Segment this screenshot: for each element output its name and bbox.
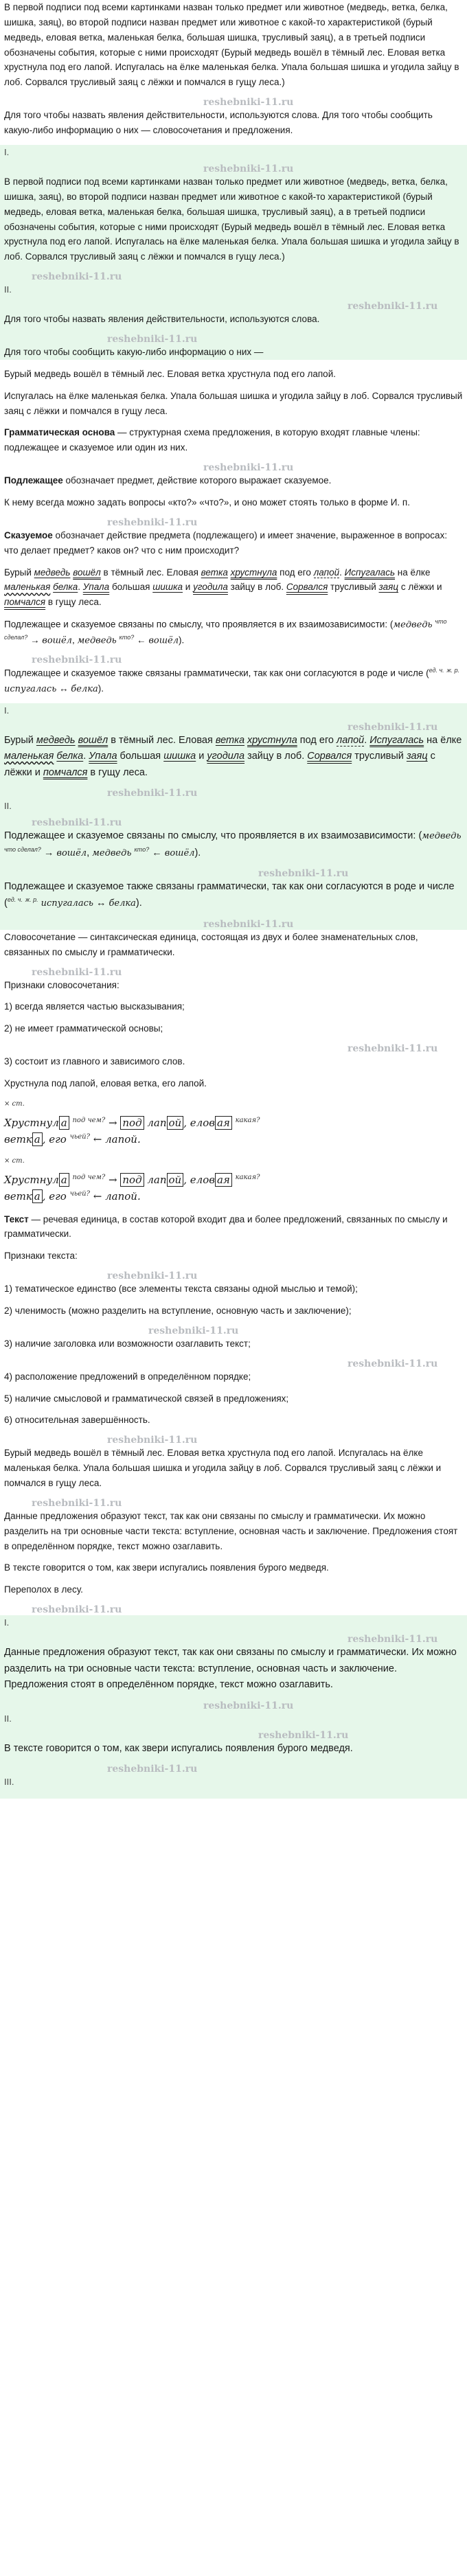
parsed-text-2: Бурый медведь вошёл в тёмный лес. Еловая ветка хрустнула под его лапой. Испугалась на ёлке маленькая белка. Упала большая шишка и угодила зайцу в лоб. Сорвался трусливый заяц с лёжки и помчался в гущу леса.	[4, 734, 462, 778]
phrase-signs-title: Признаки словосочетания:	[4, 979, 119, 990]
intro-block	[0, 0, 467, 138]
watermark: reshebniki-11.ru	[203, 462, 294, 474]
watermark: reshebniki-11.ru	[348, 1358, 438, 1369]
roman-numeral-i: I.	[4, 705, 10, 716]
subject-term: Подлежащее	[4, 475, 63, 486]
phrase-definition: Словосочетание — синтаксическая единица, состоящая из двух и более знаменательных слов, связанных по смыслу и грамматически.	[4, 931, 418, 957]
scheme-medved: медведь	[393, 619, 433, 630]
grammar-block	[0, 367, 467, 696]
answer-i-conclusion: Данные предложения образуют текст, так как они связаны по смыслу и грамматически. Их можно разделить на три основные части текста: вступление, основная часть и заключение. Предложения стоят в определённом порядке, текст можно озаглавить.	[4, 1647, 457, 1691]
subject-vetka: ветка	[201, 567, 228, 578]
section-i-paragraph: В первой подписи под всеми картинками назван только предмет или животное (медведь, ветка, белка, шишка, заяц), во второй подписи назван предмет или животное с какой-то характеристикой (бурый медведь, еловая ветка, маленькая белка, большая шишка, трусливый заяц), а в третьей подписи обозначены события, которые с ними происходят (Бурый медведь вошёл в тёмный лес. Еловая ветка хрустнула под его лапой. Испугалась на ёлке маленькая белка. Упала большая шишка и угодила зайцу в лоб. Сорвался трусливый заяц с лёжки и помчался в гущу леса.)	[4, 176, 459, 262]
watermark: reshebniki-11.ru	[203, 918, 294, 930]
subject-definition: Подлежащее обозначает предмет, действие которого выражает сказуемое.	[4, 475, 332, 486]
roman-numeral-ii: II.	[4, 1713, 12, 1724]
text-block	[0, 1212, 467, 1616]
section-grammar-i	[0, 703, 467, 930]
watermark: reshebniki-11.ru	[107, 1435, 198, 1446]
text-sign-2: 2) членимость (можно разделить на вступление, основную часть и заключение);	[4, 1306, 352, 1317]
watermark: reshebniki-11.ru	[32, 817, 122, 829]
predicate-voshel: вошёл	[73, 567, 101, 578]
answer-ii-about: В тексте говорится о том, как звери испугались появления бурого медведя.	[4, 1742, 353, 1754]
text-sign-1: 1) тематическое единство (все элементы текста связаны одной мыслью и темой);	[4, 1284, 358, 1295]
phrase-block	[0, 930, 467, 1205]
intro-paragraph-2: Для того чтобы назвать явления действительности, используются слова. Для того чтобы сообщить какую-либо информацию о них — словосочетания и предложения.	[4, 110, 433, 136]
text-sign-4: 4) расположение предложений в определённом порядке;	[4, 1371, 251, 1382]
phrase-scheme-2: $^{\times ст.}$ Хрустнул а $^{под чем?}$ → под лап ой , елов ая $^{какая?}$ ветк а , его $^{чьей?}$ ← лапой.	[4, 1156, 260, 1203]
grammar-link-2: Подлежащее и сказуемое также связаны грамматически, так как они согласуются в роде и числе ($^{ед. ч.}$ $^{ж. р.}$ испугалась ↔ белка).	[4, 881, 455, 909]
watermark: reshebniki-11.ru	[32, 1604, 122, 1616]
grammar-basis-definition: Грамматическая основа — структурная схема предложения, в которую входят главные члены: подлежащее и сказуемое или один из них.	[4, 427, 420, 453]
predicate-term: Сказуемое	[4, 529, 53, 540]
section-i	[0, 145, 467, 360]
watermark: reshebniki-11.ru	[348, 301, 438, 312]
predicate-definition: Сказуемое обозначает действие предмета (подлежащего) и имеет значение, выраженное в вопросах: что делает предмет? каков он? что с ним происходит?	[4, 529, 448, 556]
story-line-2: Испугалась на ёлке маленькая белка. Упала большая шишка и угодила зайцу в лоб. Сорвался трусливый заяц с лёжки и помчался в гущу леса.	[4, 390, 463, 416]
watermark: reshebniki-11.ru	[32, 966, 122, 978]
text-sign-3: 3) наличие заголовка или возможности озаглавить текст;	[4, 1338, 251, 1349]
text-term: Текст	[4, 1213, 29, 1224]
text-conclusion: Данные предложения образуют текст, так как они связаны по смыслу и грамматически. Их можно разделить на три основные части текста: вступление, основная часть и заключение. Предложения стоят в определённом порядке, текст можно озаглавить.	[4, 1510, 458, 1551]
watermark: reshebniki-11.ru	[258, 1729, 349, 1741]
phrase-sign-3: 3) состоит из главного и зависимого слов.	[4, 1056, 185, 1067]
text-story: Бурый медведь вошёл в тёмный лес. Еловая ветка хрустнула под его лапой. Испугалась на ёлке маленькая белка. Упала большая шишка и угодила зайцу в лоб. Сорвался трусливый заяц с лёжки и помчался в гущу леса.	[4, 1448, 442, 1489]
watermark: reshebniki-11.ru	[203, 97, 294, 109]
roman-numeral-ii: II.	[4, 801, 12, 812]
watermark: reshebniki-11.ru	[348, 1043, 438, 1055]
watermark: reshebniki-11.ru	[148, 1325, 239, 1336]
subject-zayats: заяц	[378, 582, 399, 593]
watermark: reshebniki-11.ru	[203, 163, 294, 174]
watermark: reshebniki-11.ru	[348, 1634, 438, 1645]
watermark: reshebniki-11.ru	[107, 1764, 198, 1775]
roman-numeral-iii: III.	[4, 1777, 14, 1788]
text-about: В тексте говорится о том, как звери испугались появления бурого медведя.	[4, 1562, 329, 1573]
predicate-ugodila: угодила	[193, 582, 228, 593]
phrase-scheme-1: $^{\times ст.}$ Хрустнул а $^{под чем?}$ → под лап ой , елов ая $^{какая?}$ ветк а , его $^{чьей?}$ ← лапой.	[4, 1099, 260, 1146]
grammar-link: Подлежащее и сказуемое также связаны грамматически, так как они согласуются в роде и числе ($^{ед. ч.}$ $^{ж. р.}$ испугалась ↔ белка).	[4, 667, 460, 694]
text-title: Переполох в лесу.	[4, 1584, 83, 1595]
text-sign-6: 6) относительная завершённость.	[4, 1415, 150, 1426]
predicate-upala: Упала	[82, 582, 110, 593]
watermark: reshebniki-11.ru	[32, 271, 122, 283]
watermark: reshebniki-11.ru	[107, 788, 198, 799]
phrase-sign-2: 2) не имеет грамматической основы;	[4, 1023, 163, 1034]
subject-questions: К нему всегда можно задать вопросы «кто?» «что?», и оно может стоять только в форме И. п.	[4, 497, 410, 508]
section-ii-paragraph-1: Для того чтобы назвать явления действительности, используются слова.	[4, 314, 320, 325]
roman-numeral-i: I.	[4, 1617, 10, 1628]
semantic-link-2: Подлежащее и сказуемое связаны по смыслу, что проявляется в их взаимозависимости: (медведь $^{что сделал?}$ → вошёл, медведь $^{кто?}$ ← вошёл).	[4, 830, 462, 858]
phrase-example: Хрустнула под лапой, еловая ветка, его лапой.	[4, 1078, 207, 1088]
roman-numeral-ii: II.	[4, 284, 12, 295]
watermark: reshebniki-11.ru	[107, 333, 198, 345]
phrase-sign-1: 1) всегда является частью высказывания;	[4, 1001, 185, 1012]
watermark: reshebniki-11.ru	[258, 868, 349, 879]
subject-belka: белка	[53, 582, 78, 593]
text-definition: Текст — речевая единица, в состав которой входит два и более предложений, связанных по смыслу и грамматически.	[4, 1213, 448, 1240]
watermark: reshebniki-11.ru	[32, 1497, 122, 1509]
watermark: reshebniki-11.ru	[107, 516, 198, 528]
grammar-basis-term: Грамматическая основа	[4, 427, 115, 438]
predicate-hrustnula: хрустнула	[230, 567, 277, 578]
text-signs-title: Признаки текста:	[4, 1251, 78, 1262]
intro-paragraph-1: В первой подписи под всеми картинками назван только предмет или животное (медведь, ветка, белка, шишка, заяц), во второй подписи назван предмет или животное с какой-то характеристикой (бурый медведь, еловая ветка, маленькая белка, большая шишка, трусливый заяц), а в третьей подписи обозначены события, которые с ними происходят (Бурый медведь вошёл в тёмный лес. Еловая ветка хрустнула под его лапой. Испугалась на ёлке маленькая белка. Упала большая шишка и угодила зайцу в лоб. Сорвался трусливый заяц с лёжки и помчался в гущу леса.)	[4, 2, 459, 88]
watermark: reshebniki-11.ru	[348, 721, 438, 733]
subject-shishka: шишка	[152, 582, 183, 593]
section-ii-paragraph-2: Для того чтобы сообщить какую-либо информацию о них —	[4, 346, 264, 357]
predicate-sorvalsya: Сорвался	[286, 582, 328, 593]
predicate-pomchalsya: помчался	[4, 597, 46, 608]
predicate-ispugalas: Испугалась	[344, 567, 396, 578]
story-line-1: Бурый медведь вошёл в тёмный лес. Еловая ветка хрустнула под его лапой.	[4, 368, 336, 379]
watermark: reshebniki-11.ru	[32, 654, 122, 666]
parsed-text: Бурый медведь вошёл в тёмный лес. Еловая ветка хрустнула под его лапой. Испугалась на ёлке маленькая белка. Упала большая шишка и угодила зайцу в лоб. Сорвался трусливый заяц с лёжки и помчался в гущу леса.	[4, 567, 442, 608]
watermark: reshebniki-11.ru	[107, 1270, 198, 1282]
semantic-link: Подлежащее и сказуемое связаны по смыслу, что проявляется в их взаимозависимости: (медведь $^{что сделал?}$ → вошёл, медведь $^{кто?}$ ← вошёл).	[4, 618, 447, 646]
watermark: reshebniki-11.ru	[203, 1700, 294, 1711]
text-sign-5: 5) наличие смысловой и грамматической связей в предложениях;	[4, 1393, 289, 1404]
subject-medved: медведь	[34, 567, 71, 578]
roman-numeral-i: I.	[4, 146, 10, 157]
section-text-answers	[0, 1615, 467, 1799]
